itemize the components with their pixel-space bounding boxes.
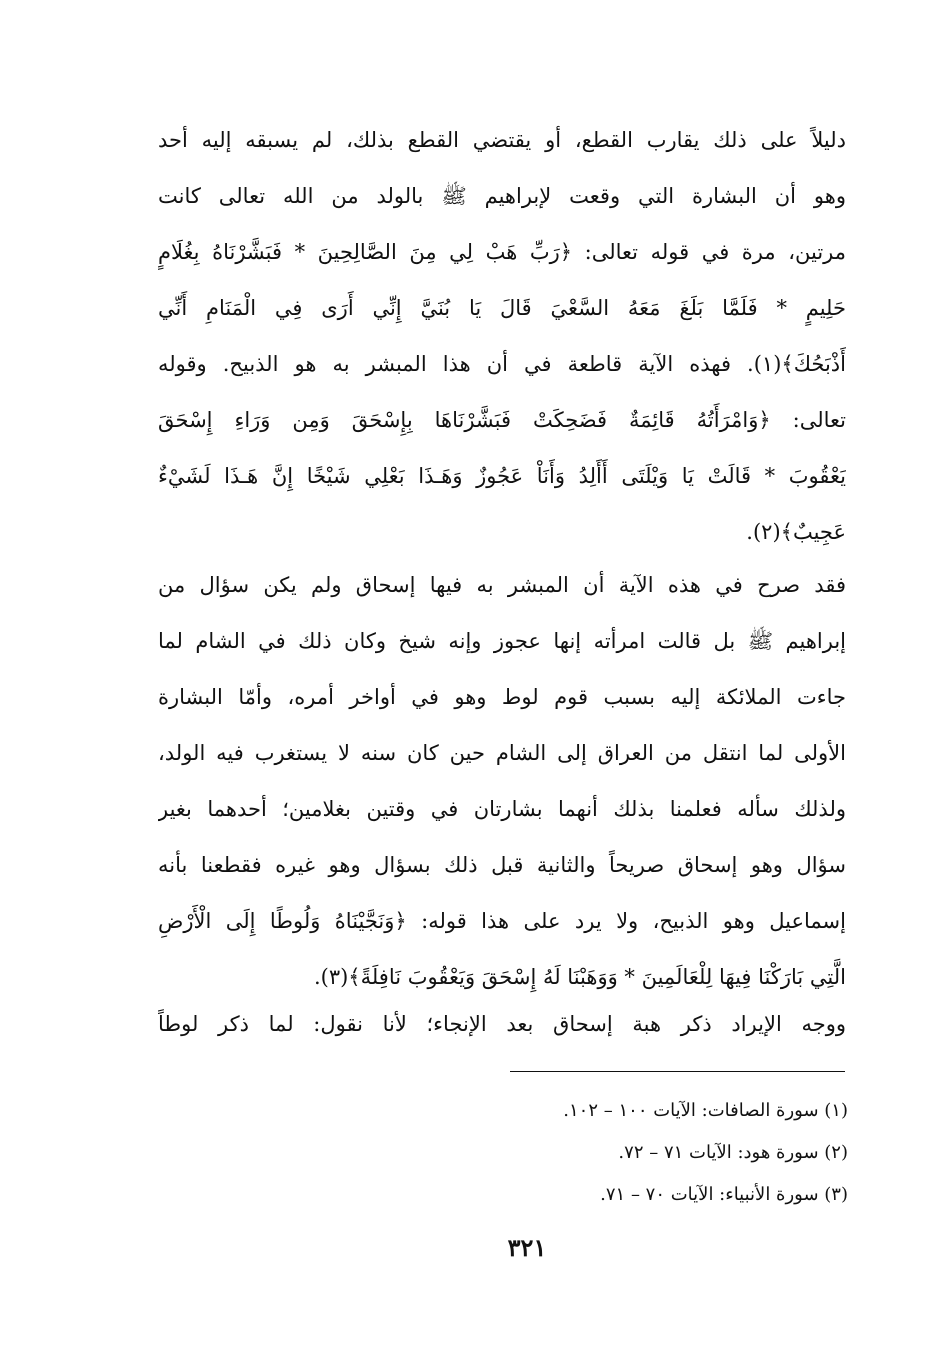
text-line: حَلِيمٍ * فَلَمَّا بَلَغَ مَعَهُ السَّعْيَ قَالَ يَا بُنَيَّ إِنِّي أَرَى فِي الْمَنَامِ أَنِّي <box>158 296 846 320</box>
text-line: تعالى: ﴿وَامْرَأَتُهُ قَائِمَةٌ فَضَحِكَتْ فَبَشَّرْنَاهَا بِإِسْحَقَ وَمِن وَرَاءِ إِسْحَقَ <box>158 408 846 432</box>
text-line: يَعْقُوبَ * قَالَتْ يَا وَيْلَتَى أَأَلِدُ وَأَنَاْ عَجُوزٌ وَهَـذَا بَعْلِي شَيْخًا إِنَّ هَـذَا لَشَيْءٌ <box>158 464 846 488</box>
footnotes <box>300 1090 848 1216</box>
text-line: ولذلك سأله فعلمنا بذلك أنهما بشارتان في وقتين بغلامين؛ أحدهما بغير <box>158 797 846 821</box>
paragraph-1 <box>158 112 846 560</box>
text-line: جاءت الملائكة إليه بسبب قوم لوط وهو في أواخر أمره، وأمّا البشارة <box>158 685 846 709</box>
text-line: أَذْبَحُكَ﴾(١). فهذه الآية قاطعة في أن هذا المبشر به هو الذبيح. وقوله <box>158 352 846 376</box>
paragraph-2 <box>158 557 846 1005</box>
text-line: إبراهيم ﷺ بل قالت امرأته إنها عجوز وإنه شيخ وكان ذلك في الشام لما <box>158 629 846 653</box>
paragraph-3 <box>158 996 846 1052</box>
text-line: ووجه الإيراد ذكر هبة إسحاق بعد الإنجاء؛ لأنا نقول: لما ذكر لوطاً <box>158 1012 846 1036</box>
text-line: فقد صرح في هذه الآية أن المبشر به فيها إسحاق ولم يكن سؤال من <box>158 573 846 597</box>
page-number: ٣٢١ <box>507 1233 547 1262</box>
text-line: وهو أن البشارة التي وقعت لإبراهيم ﷺ بالولد من الله تعالى كانت <box>158 184 846 208</box>
text-line: الَّتِي بَارَكْنَا فِيهَا لِلْعَالَمِينَ * وَوَهَبْنَا لَهُ إِسْحَقَ وَيَعْقُوبَ نَافِلَةً﴾(٣). <box>313 965 846 989</box>
text-line: إسماعيل وهو الذبيح، ولا يرد على هذا قوله: ﴿وَنَجَّيْنَاهُ وَلُوطًا إِلَى الْأَرْضِ <box>158 909 846 933</box>
footnote-1: (١) سورة الصافات: الآيات ١٠٠ – ١٠٢. <box>563 1100 848 1121</box>
text-line: الأولى لما انتقل من العراق إلى الشام حين كان سنه لا يستغرب فيه الولد، <box>158 741 846 765</box>
text-line: عَجِيبٌ﴾(٢). <box>746 520 846 544</box>
text-line: مرتين، مرة في قوله تعالى: ﴿رَبِّ هَبْ لِي مِنَ الصَّالِحِينَ * فَبَشَّرْنَاهُ بِغُلَامٍ <box>158 240 846 264</box>
text-line: دليلاً على ذلك يقارب القطع، أو يقتضي القطع بذلك، لم يسبقه إليه أحد <box>158 128 846 152</box>
text-line: سؤال وهو إسحاق صريحاً والثانية قبل ذلك بسؤال وهو غيره فقطعنا بأنه <box>158 853 846 877</box>
footnote-separator <box>510 1071 845 1072</box>
footnote-3: (٣) سورة الأنبياء: الآيات ٧٠ – ٧١. <box>600 1184 848 1205</box>
footnote-2: (٢) سورة هود: الآيات ٧١ – ٧٢. <box>618 1142 848 1163</box>
